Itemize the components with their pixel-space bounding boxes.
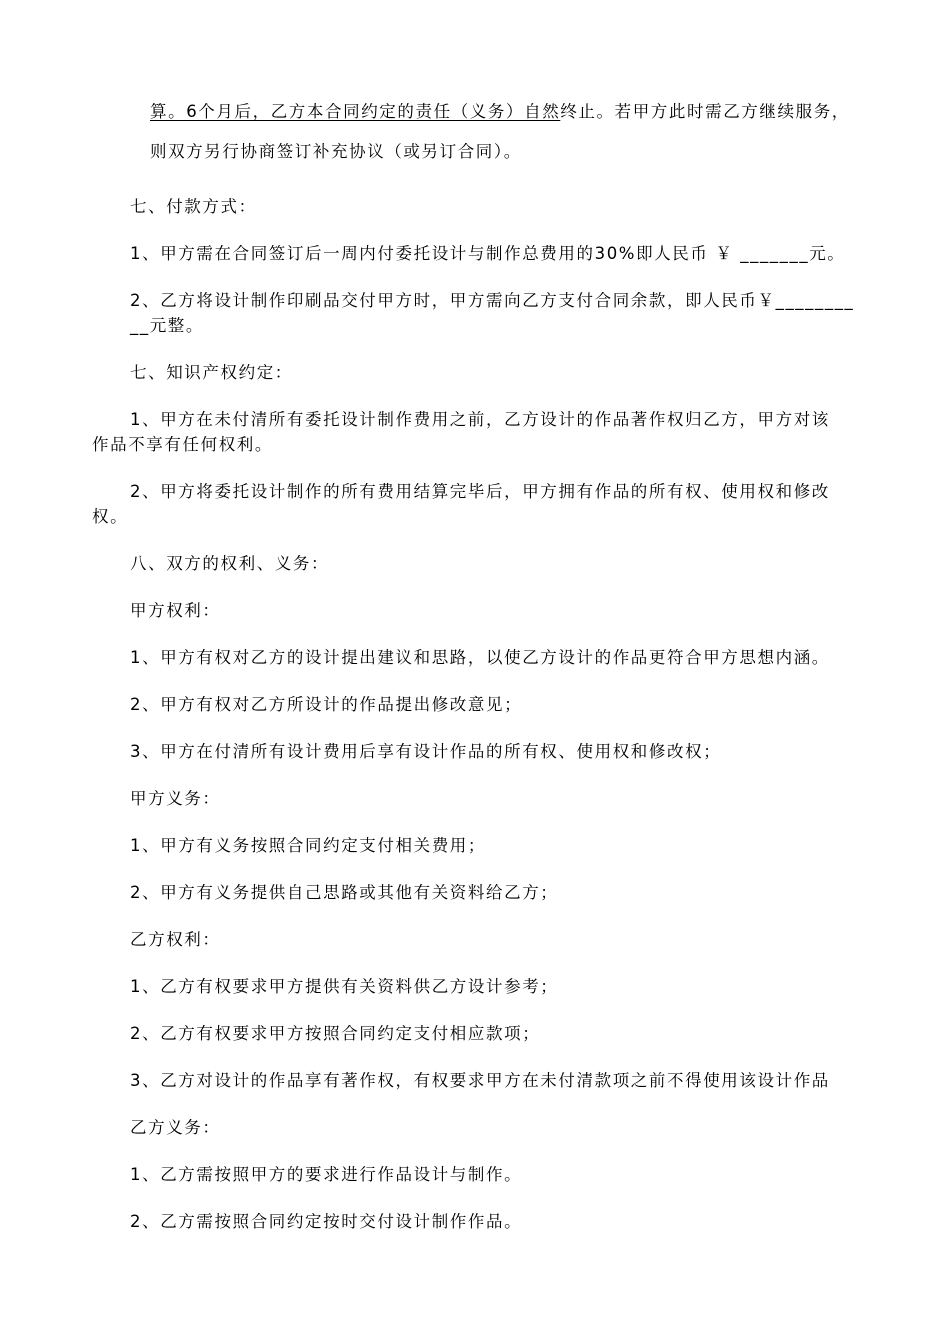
payment-heading: 七、付款方式： [130,197,257,216]
party-a-duties-item: 2、甲方有义务提供自己思路或其他有关资料给乙方； [130,883,559,902]
party-a-rights-heading: 甲方权利： [130,601,221,620]
intro-line-1 [150,101,850,123]
party-b-duties-item: 1、乙方需按照甲方的要求进行作品设计与制作。 [130,1165,523,1184]
party-b-duties-item: 2、乙方需按照合同约定按时交付设计制作作品。 [130,1212,523,1231]
party-b-rights-heading: 乙方权利： [130,930,221,949]
party-a-duties-heading: 甲方义务： [130,789,221,808]
payment-item-2-line-2: __元整。 [130,316,204,335]
intro-line-2: 则双方另行协商签订补充协议（或另订合同）。 [150,142,522,161]
party-a-rights-item: 2、甲方有权对乙方所设计的作品提出修改意见； [130,695,523,714]
ip-item-2-line-2: 权。 [92,507,129,526]
party-a-duties-item: 1、甲方有义务按照合同约定支付相关费用； [130,836,486,855]
party-b-duties-heading: 乙方义务： [130,1118,221,1137]
party-a-rights-item: 3、甲方在付清所有设计费用后享有设计作品的所有权、使用权和修改权； [130,742,722,761]
ip-item-1-line-1: 1、甲方在未付清所有委托设计制作费用之前，乙方设计的作品著作权归乙方，甲方对该 [130,410,830,429]
payment-item-1: 1、甲方需在合同签订后一周内付委托设计与制作总费用的30%即人民币 ￥ _______元。 [130,244,846,263]
party-b-rights-item: 3、乙方对设计的作品享有著作权，有权要求甲方在未付清款项之前不得使用该设计作品 [130,1071,830,1090]
intro-rest-text: 终止。若甲方此时需乙方继续服务， [560,102,850,121]
payment-item-2-line-1: 2、乙方将设计制作印刷品交付甲方时，甲方需向乙方支付合同余款，即人民币￥________ [130,291,855,310]
ip-heading: 七、知识产权约定： [130,363,293,382]
rights-duties-heading: 八、双方的权利、义务： [130,554,330,573]
intro-underlined-text: 算。6个月后，乙方本合同约定的责任（义务）自然 [150,102,561,121]
party-b-rights-item: 2、乙方有权要求甲方按照合同约定支付相应款项； [130,1024,541,1043]
ip-item-1-line-2: 作品不享有任何权利。 [92,435,273,454]
ip-item-2-line-1: 2、甲方将委托设计制作的所有费用结算完毕后，甲方拥有作品的所有权、使用权和修改 [130,482,830,501]
party-a-rights-item: 1、甲方有权对乙方的设计提出建议和思路，以使乙方设计的作品更符合甲方思想内涵。 [130,648,830,667]
party-b-rights-item: 1、乙方有权要求甲方提供有关资料供乙方设计参考； [130,977,559,996]
